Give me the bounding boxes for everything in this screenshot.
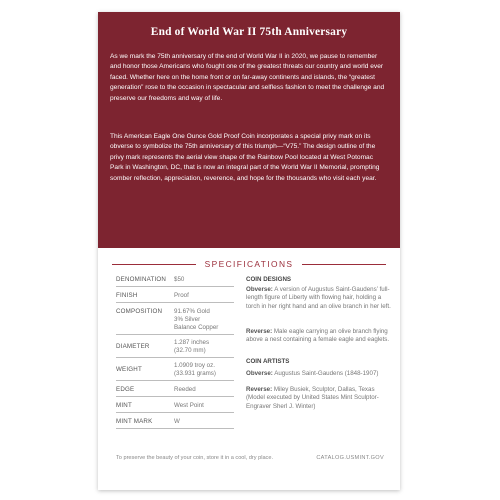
- spec-label: WEIGHT: [116, 366, 142, 373]
- obverse-description: A version of Augustus Saint-Gaudens’ full-length figure of Liberty with flowing hair, holding a torch in her right hand and an olive branch in her left.: [246, 286, 391, 310]
- reverse-description: Male eagle carrying an olive branch flying above a nest containing a female eagle and eaglets.: [246, 328, 390, 344]
- obverse-label: Obverse:: [246, 370, 273, 377]
- spec-value: 1.0909 troy oz. (33.931 grams): [174, 362, 216, 377]
- intro-paragraph: As we mark the 75th anniversary of the end of World War II in 2020, we pause to remember and honor those Americans who fought one of the greatest threats our country and world ever faced. Whether here on the home front or on far-away continents and islands, the “greatest generation” rose to the occasion in spectacular and selfless fashion to meet the challenge and preserve our freedoms and way of life.: [110, 53, 385, 102]
- spec-value: West Point: [174, 402, 204, 409]
- care-note: To preserve the beauty of your coin, store it in a cool, dry place.: [116, 455, 274, 461]
- spec-row-composition: [116, 308, 234, 332]
- specifications-title: SPECIFICATIONS: [204, 259, 294, 269]
- description-panel: [98, 12, 400, 248]
- spec-row-mint-mark: [116, 418, 234, 426]
- spec-label: MINT MARK: [116, 418, 153, 425]
- spec-value: $50: [174, 276, 185, 283]
- coin-artists-reverse: [246, 386, 394, 411]
- spec-value: W: [174, 418, 180, 425]
- spec-label: EDGE: [116, 386, 135, 393]
- website-link[interactable]: CATALOG.USMINT.GOV: [316, 455, 384, 461]
- privy-mark-paragraph: This American Eagle One Ounce Gold Proof Coin incorporates a special privy mark on its obverse to symbolize the 75th anniversary of this triumph—“V75.” The design outline of the privy mark represents the aerial view shape of the Rainbow Pool located at West Potomac Park in Washington, DC, that is now an integral part of the World War II Memorial, prompting somber reflection, appreciation, reverence, and hope for the thousands who visit each year.: [110, 133, 380, 182]
- spec-label: DIAMETER: [116, 343, 150, 350]
- spec-row-finish: [116, 292, 234, 300]
- coin-artists-obverse: [246, 370, 394, 378]
- coin-info-card: [98, 12, 400, 490]
- obverse-artist: Augustus Saint-Gaudens (1848-1907): [274, 370, 379, 377]
- specifications-header: [112, 259, 386, 269]
- coin-designs-obverse: [246, 286, 394, 311]
- spec-value: Reeded: [174, 386, 196, 393]
- spec-row-edge: [116, 386, 234, 394]
- spec-label: DENOMINATION: [116, 276, 167, 283]
- card-title: End of World War II 75th Anniversary: [150, 26, 348, 38]
- coin-designs-heading: COIN DESIGNS: [246, 276, 292, 283]
- spec-row-weight: [116, 362, 234, 378]
- spec-value: Proof: [174, 292, 189, 299]
- reverse-label: Reverse:: [246, 328, 273, 335]
- header-rule-right: [302, 264, 386, 265]
- coin-designs-reverse: [246, 328, 394, 345]
- spec-label: FINISH: [116, 292, 138, 299]
- spec-label: COMPOSITION: [116, 308, 163, 315]
- spec-row-denomination: [116, 276, 234, 284]
- spec-row-diameter: [116, 339, 234, 355]
- spec-value: 1.287 inches (32.70 mm): [174, 339, 210, 354]
- header-rule-left: [112, 264, 196, 265]
- coin-artists-heading: COIN ARTISTS: [246, 358, 290, 365]
- spec-row-mint: [116, 402, 234, 410]
- spec-value: 91.67% Gold 3% Silver Balance Copper: [174, 308, 219, 331]
- spec-label: MINT: [116, 402, 132, 409]
- reverse-artist: Miley Busiek, Sculptor, Dallas, Texas (Model executed by United States Mint Sculptor-Engraver Sherl J. Winter): [246, 386, 379, 410]
- reverse-label: Reverse:: [246, 386, 273, 393]
- obverse-label: Obverse:: [246, 286, 273, 293]
